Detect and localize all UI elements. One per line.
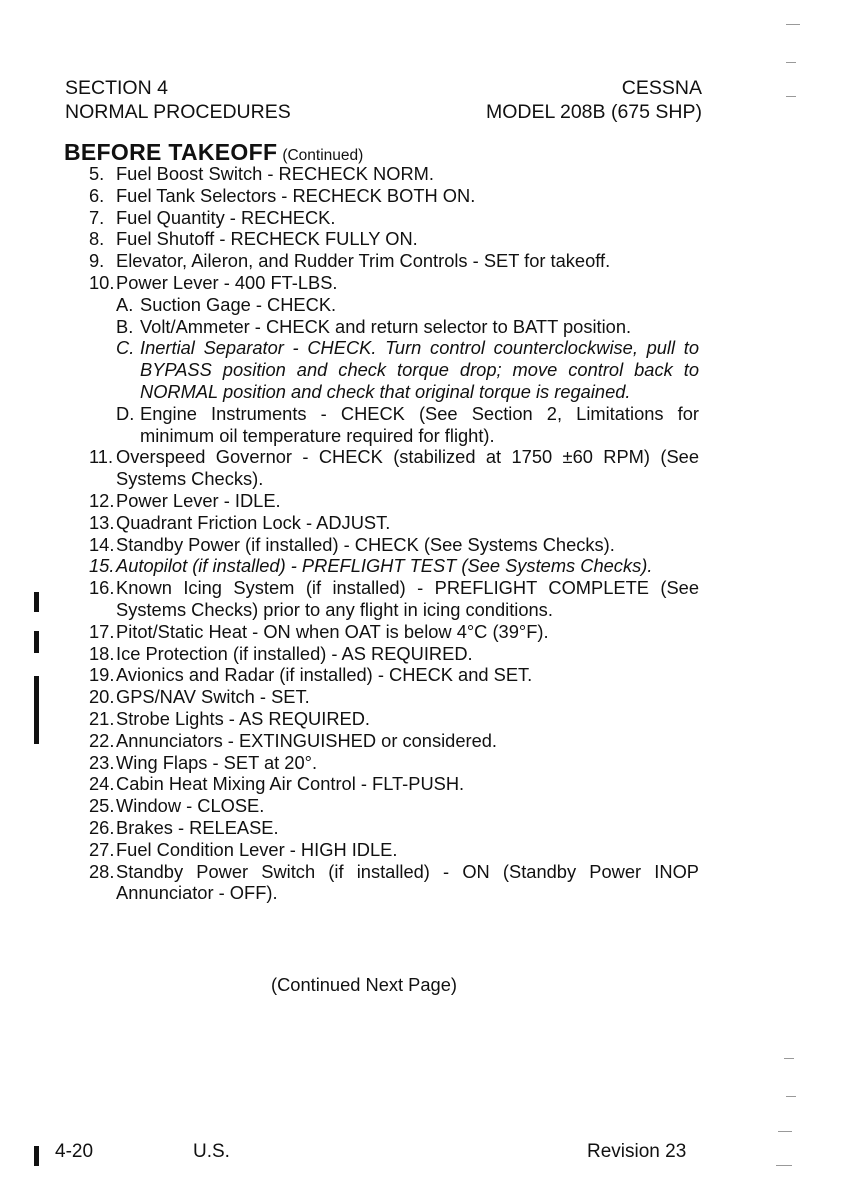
list-item <box>89 795 699 817</box>
change-bar <box>34 1146 39 1166</box>
item-text: Ice Protection (if installed) - AS REQUIRED. <box>116 642 473 664</box>
sub-item <box>89 403 699 447</box>
sub-item-text: Volt/Ammeter - CHECK and return selector to BATT position. <box>140 315 632 337</box>
list-item <box>89 555 699 577</box>
item-text: Elevator, Aileron, and Rudder Trim Controls - SET for takeoff. <box>116 250 611 272</box>
revision-label: Revision 23 <box>587 1141 687 1162</box>
sub-item-letter: B. <box>116 315 134 337</box>
list-item <box>89 730 699 752</box>
item-number: 7. <box>89 206 105 228</box>
sub-item-text: Suction Gage - CHECK. <box>140 293 337 315</box>
item-text: Cabin Heat Mixing Air Control - FLT-PUSH. <box>116 773 465 795</box>
list-item <box>89 861 699 905</box>
scan-mark <box>786 1096 796 1097</box>
title-suffix: (Continued) <box>282 147 364 164</box>
item-text: Overspeed Governor - CHECK (stabilized at 1750 ±60 RPM) (See Systems Checks). <box>116 446 699 490</box>
item-number: 9. <box>89 250 105 272</box>
item-text: Known Icing System (if installed) - PREFLIGHT COMPLETE (See Systems Checks) prior to any flight in icing conditions. <box>116 577 699 620</box>
item-text: Wing Flaps - SET at 20°. <box>116 751 318 773</box>
list-item <box>89 577 699 621</box>
list-item <box>89 490 699 512</box>
sub-item-letter: D. <box>116 402 135 424</box>
item-number: 26. <box>89 816 115 838</box>
item-number: 12. <box>89 489 115 511</box>
item-number: 17. <box>89 620 115 642</box>
list-item <box>89 163 699 185</box>
scan-mark <box>786 24 800 25</box>
procedure-list <box>89 163 699 904</box>
sub-item <box>89 294 699 316</box>
list-item <box>89 185 699 207</box>
item-number: 23. <box>89 751 115 773</box>
item-number: 11. <box>89 446 114 468</box>
sub-item-text: Engine Instruments - CHECK (See Section 2, Limitations for minimum oil temperature required for flight). <box>140 402 699 446</box>
item-number: 8. <box>89 228 105 250</box>
edition-label: U.S. <box>193 1141 230 1162</box>
header-right <box>486 76 702 124</box>
item-text: Brakes - RELEASE. <box>116 816 279 838</box>
section-title <box>64 139 363 166</box>
item-text: Power Lever - 400 FT-LBS. <box>116 271 338 293</box>
list-item <box>89 228 699 250</box>
section-name: NORMAL PROCEDURES <box>65 101 291 123</box>
list-item <box>89 512 699 534</box>
item-number: 24. <box>89 773 115 795</box>
item-text: Standby Power (if installed) - CHECK (See Systems Checks). <box>116 533 615 555</box>
item-number: 10. <box>89 271 115 293</box>
item-number: 25. <box>89 795 115 817</box>
item-number: 19. <box>89 664 115 686</box>
item-number: 6. <box>89 184 105 206</box>
list-item <box>89 621 699 643</box>
list-item <box>89 839 699 861</box>
change-bar <box>34 592 39 612</box>
item-text: Fuel Tank Selectors - RECHECK BOTH ON. <box>116 184 476 206</box>
item-number: 27. <box>89 838 115 860</box>
list-item <box>89 207 699 229</box>
scan-mark <box>778 1131 792 1132</box>
list-item <box>89 708 699 730</box>
list-item <box>89 773 699 795</box>
item-number: 28. <box>89 860 115 882</box>
item-number: 14. <box>89 533 115 555</box>
title-main: BEFORE TAKEOFF <box>64 139 278 165</box>
item-text: Fuel Quantity - RECHECK. <box>116 206 336 228</box>
change-bar <box>34 631 39 653</box>
item-number: 15. <box>89 555 115 577</box>
item-number: 20. <box>89 686 115 708</box>
list-item <box>89 643 699 665</box>
list-item <box>89 817 699 839</box>
list-item <box>89 534 699 556</box>
scan-mark <box>786 62 796 63</box>
item-number: 18. <box>89 642 115 664</box>
sub-item-text: Inertial Separator - CHECK. Turn control counterclockwise, pull to BYPASS position and check torque drop; move control back to NORMAL position and check that original torque is regained. <box>140 337 699 402</box>
change-bar <box>34 676 39 744</box>
list-item <box>89 752 699 774</box>
list-item <box>89 686 699 708</box>
sub-item-letter: C. <box>116 337 135 359</box>
item-number: 16. <box>89 577 115 599</box>
header-left <box>65 76 291 124</box>
item-number: 21. <box>89 707 115 729</box>
page-number: 4-20 <box>55 1141 94 1162</box>
continued-note: (Continued Next Page) <box>271 974 457 995</box>
scan-mark <box>786 96 796 97</box>
item-text: GPS/NAV Switch - SET. <box>116 686 310 708</box>
sub-item-letter: A. <box>116 293 134 315</box>
item-number: 13. <box>89 511 115 533</box>
item-text: Power Lever - IDLE. <box>116 489 281 511</box>
item-text: Fuel Boost Switch - RECHECK NORM. <box>116 163 434 184</box>
item-text: Avionics and Radar (if installed) - CHECK and SET. <box>116 664 533 686</box>
scan-mark <box>784 1058 794 1059</box>
item-text: Window - CLOSE. <box>116 795 265 817</box>
item-text: Standby Power Switch (if installed) - ON (Standby Power INOP Annunciator - OFF). <box>116 860 699 904</box>
item-text: Autopilot (if installed) - PREFLIGHT TEST (See Systems Checks). <box>116 555 653 577</box>
list-item <box>89 446 699 490</box>
item-number: 5. <box>89 163 105 184</box>
section-label: SECTION 4 <box>65 77 168 99</box>
scan-mark <box>776 1165 792 1166</box>
item-text: Quadrant Friction Lock - ADJUST. <box>116 511 391 533</box>
list-item <box>89 664 699 686</box>
item-number: 22. <box>89 729 115 751</box>
item-text: Strobe Lights - AS REQUIRED. <box>116 707 370 729</box>
item-text: Pitot/Static Heat - ON when OAT is below 4°C (39°F). <box>116 620 549 642</box>
sub-item <box>89 337 699 402</box>
sub-item <box>89 316 699 338</box>
item-text: Fuel Condition Lever - HIGH IDLE. <box>116 838 398 860</box>
model-label: MODEL 208B (675 SHP) <box>485 101 702 123</box>
item-text: Fuel Shutoff - RECHECK FULLY ON. <box>116 228 418 250</box>
item-text: Annunciators - EXTINGUISHED or considered. <box>116 729 498 751</box>
list-item <box>89 250 699 272</box>
list-item <box>89 272 699 294</box>
manufacturer-label: CESSNA <box>621 77 702 99</box>
